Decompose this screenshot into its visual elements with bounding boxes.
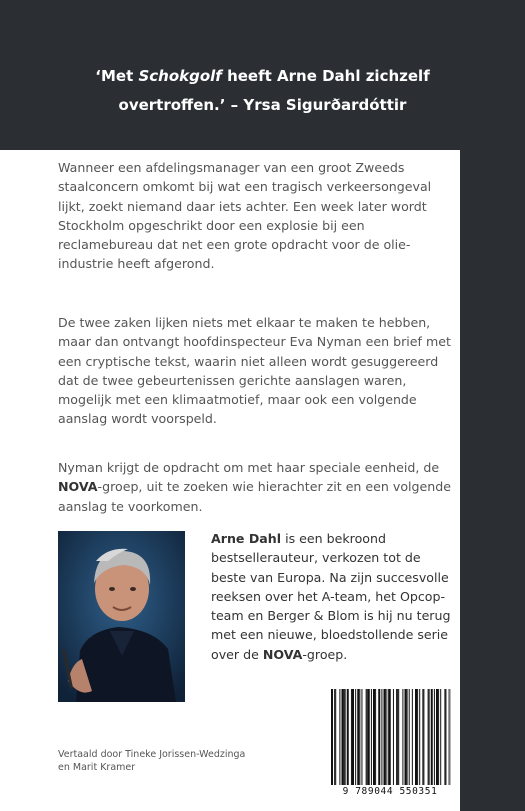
- bio-nova-wordmark: NOVA: [262, 646, 303, 662]
- author-bio: [211, 529, 451, 664]
- translators-credit: Vertaald door Tineke Jorissen-Wedzinga en Marit Kramer: [58, 749, 246, 773]
- blurb-p3-before: Nyman krijgt de opdracht om met haar speciale eenheid, de: [58, 460, 440, 475]
- blurb-paragraph-2: De twee zaken lijken niets met elkaar te maken te hebben, maar dan ontvangt hoofdinspecteur Eva Nyman een brief met een cryptische tekst, waarin niet alleen wordt gesuggereerd dat de twee gebeurtenissen gerichte aanslagen waren, mogelijk met een klimaatmotief, maar ook een volgende aanslag wordt voorspeld.: [58, 315, 451, 427]
- blurb-p3-after: -groep, uit te zoeken wie hierachter zit en een volgende aanslag te voorkomen.: [58, 479, 452, 514]
- barcode-box: [321, 685, 459, 811]
- quote-book-title: Schokgolf: [138, 67, 222, 85]
- review-quote: [40, 62, 485, 120]
- isbn-number: 9 789044 550351: [342, 786, 438, 797]
- author-name: Arne Dahl: [211, 531, 282, 546]
- blurb-paragraph-3: [58, 458, 458, 516]
- barcode: [329, 689, 451, 785]
- bio-text-end: -groep.: [302, 646, 348, 662]
- bio-text: is een bekroond bestsellerauteur, verkozen tot de beste van Europa. Na zijn succesvolle reeksen over het A-team, het Opcop-team en Berger & Blom is hij nu terug met een nieuwe, bloedstollende serie over de: [211, 531, 451, 662]
- quote-line1-suffix: heeft Arne Dahl zichzelf: [221, 67, 430, 85]
- nova-wordmark: NOVA: [58, 479, 98, 495]
- quote-band: [0, 0, 525, 150]
- author-photo: [58, 531, 185, 702]
- quote-prefix: ‘Met: [95, 67, 139, 85]
- quote-line2: overtroffen.’ – Yrsa Sigurðardóttir: [118, 96, 407, 114]
- blurb-paragraph-1: Wanneer een afdelingsmanager van een groot Zweeds staalconcern omkomt bij wat een tragisch verkeersongeval lijkt, zoekt niemand daar iets achter. Een week later wordt Stockholm opgeschrikt door een explosie bij een reclamebureau dat net een grote opdracht voor de olie-industrie heeft afgerond.: [58, 160, 432, 272]
